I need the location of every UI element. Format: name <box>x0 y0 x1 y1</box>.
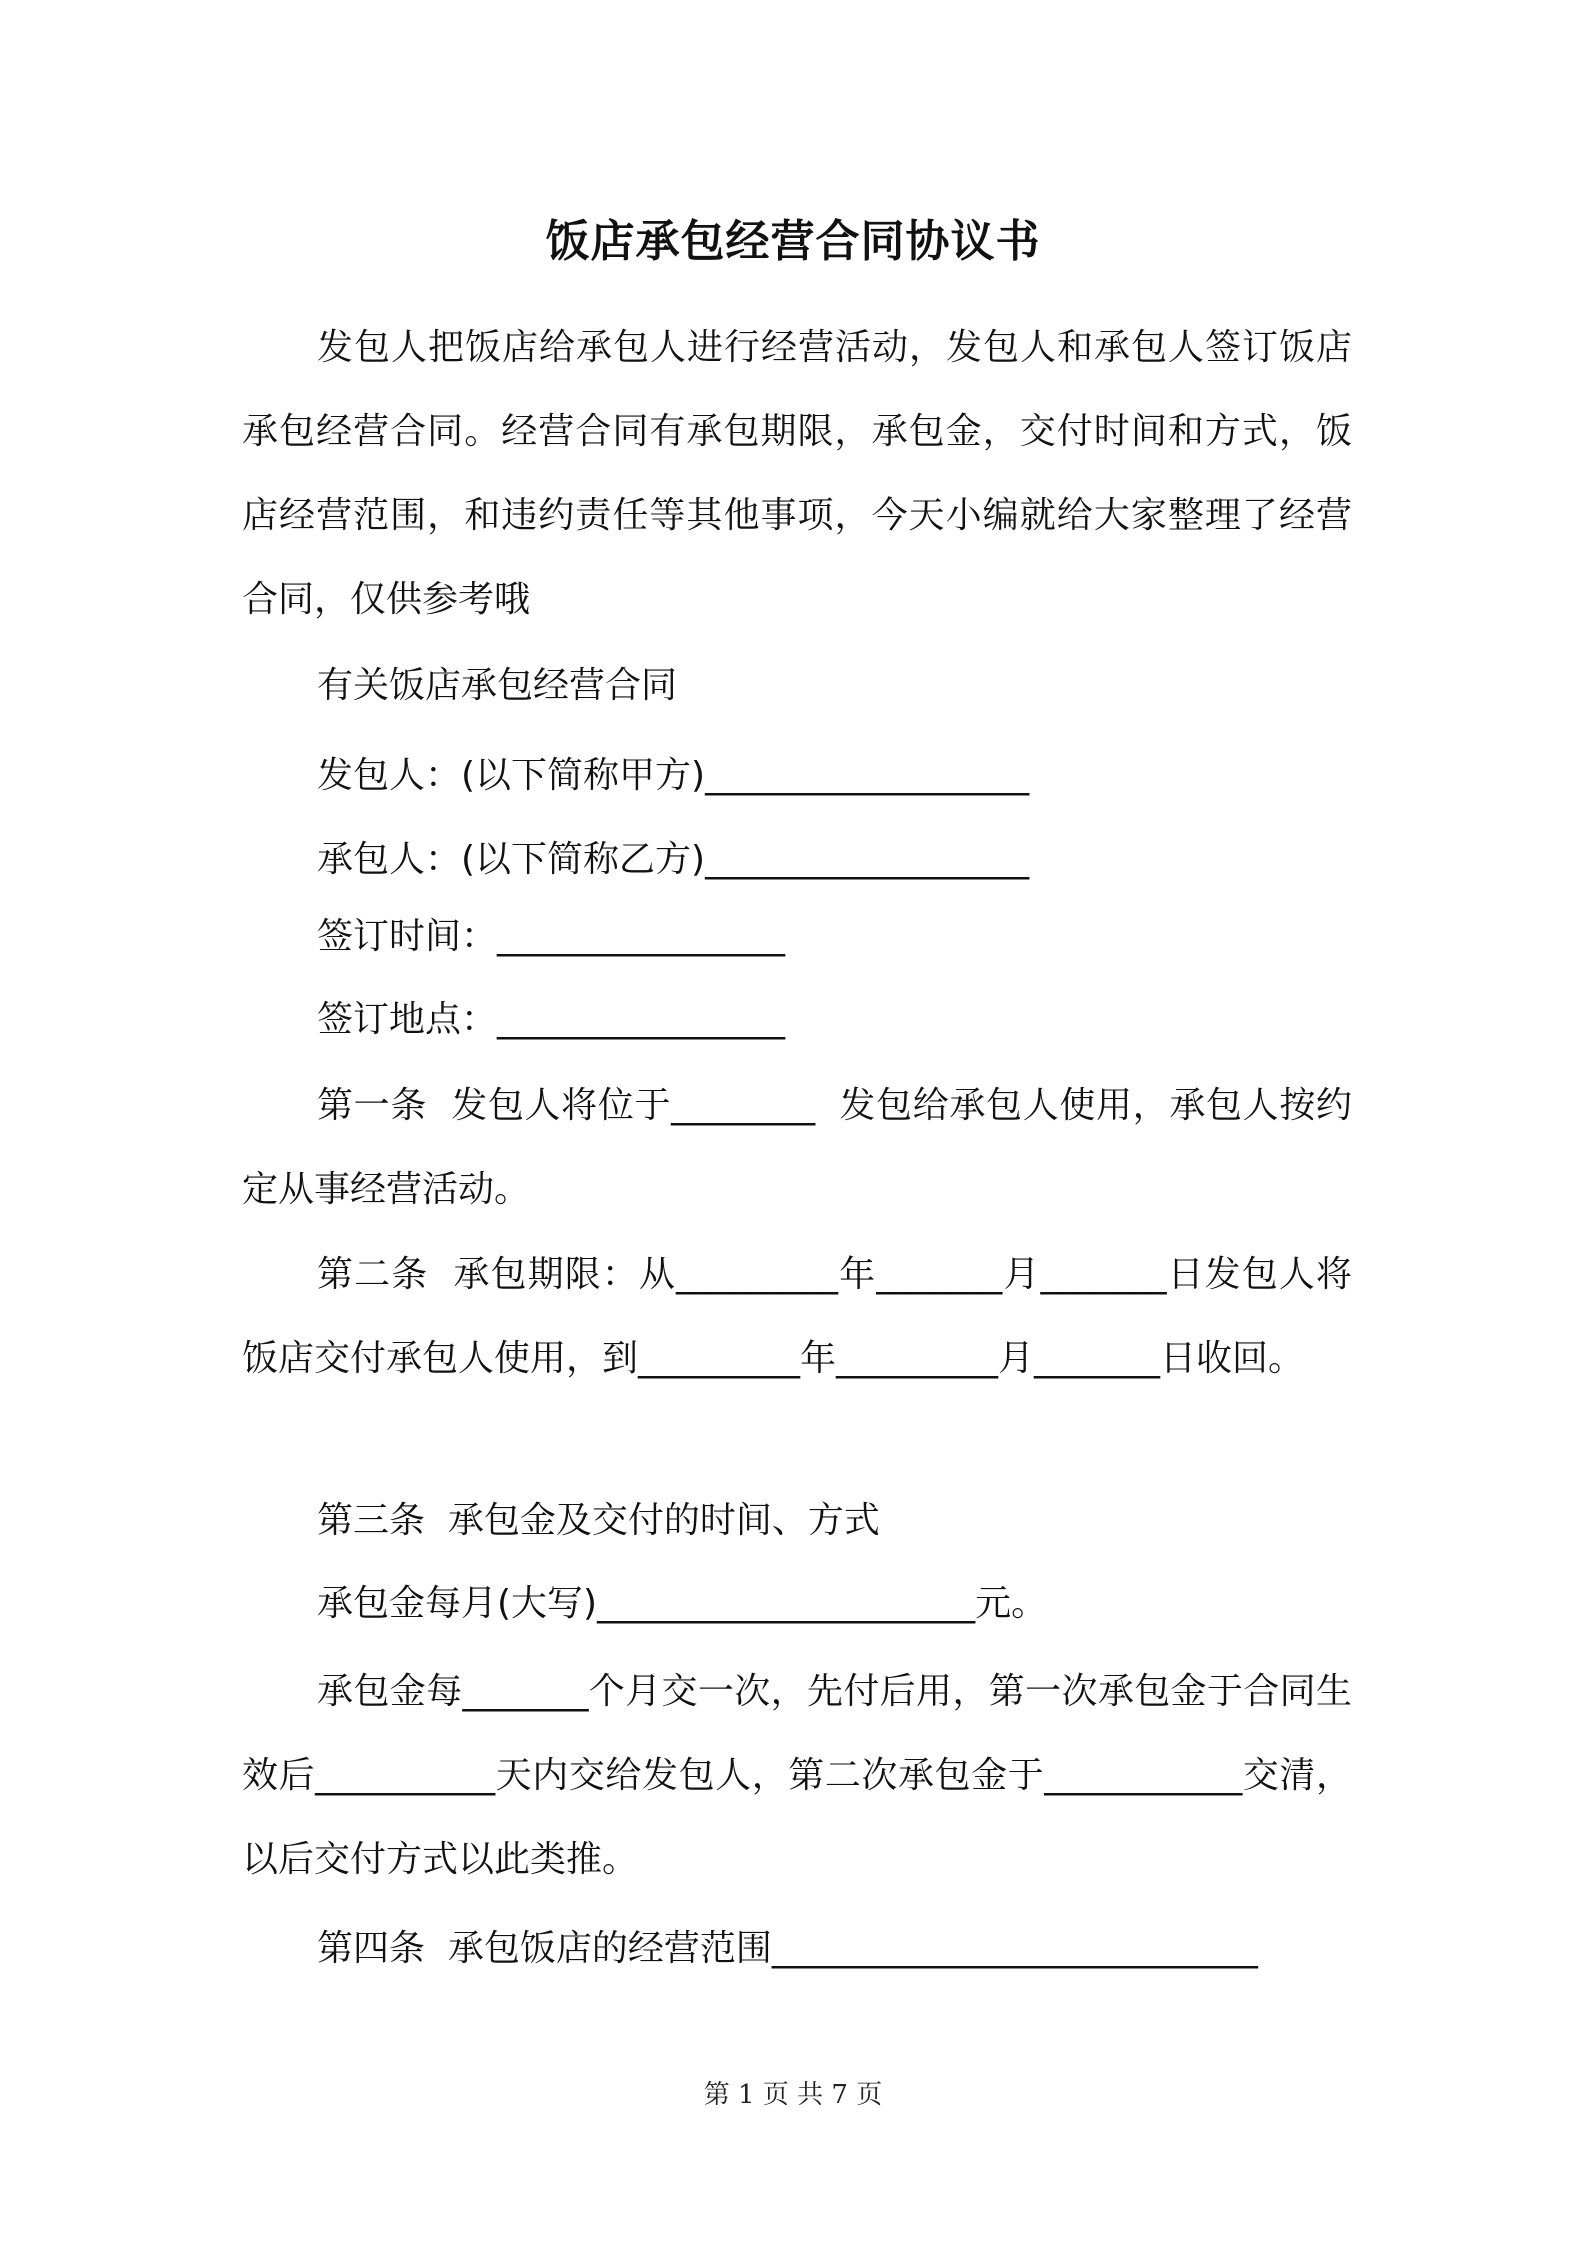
rent-monthly-line: 承包金每月(大写)_____________________元。 <box>317 1583 1048 1624</box>
article-4: 第四条 承包饭店的经营范围___________________________ <box>317 1928 1258 1969</box>
party-a-line: 发包人：(以下简称甲方)__________________ <box>317 755 1030 796</box>
contract-subtitle: 有关饭店承包经营合同 <box>317 665 678 706</box>
intro-paragraph: 发包人把饭店给承包人进行经营活动，发包人和承包人签订饭店承包经营合同。经营合同有承包期限，承包金，交付时间和方式，饭店经营范围，和违约责任等其他事项，今天小编就给大家整理了经营合同，仅供参考哦 <box>242 327 1352 620</box>
article-2: 第二条 承包期限：从_________年_______月_______日发包人将饭店交付承包人使用，到_________年_________月_______日收回。 <box>242 1254 1352 1379</box>
rent-payment-paragraph: 承包金每_______个月交一次，先付后用，第一次承包金于合同生效后__________天内交给发包人，第二次承包金于___________交清，以后交付方式以此类推。 <box>242 1671 1352 1880</box>
sign-place-line: 签订地点：________________ <box>317 999 786 1040</box>
page-number-footer: 第 1 页 共 7 页 <box>703 2080 883 2110</box>
article-1: 第一条 发包人将位于________ 发包给承包人使用，承包人按约定从事经营活动。 <box>242 1085 1352 1210</box>
article-3-heading: 第三条 承包金及交付的时间、方式 <box>317 1500 880 1541</box>
sign-time-line: 签订时间：________________ <box>317 916 786 957</box>
party-b-line: 承包人：(以下简称乙方)__________________ <box>317 839 1030 880</box>
document-title: 饭店承包经营合同协议书 <box>545 216 1041 267</box>
